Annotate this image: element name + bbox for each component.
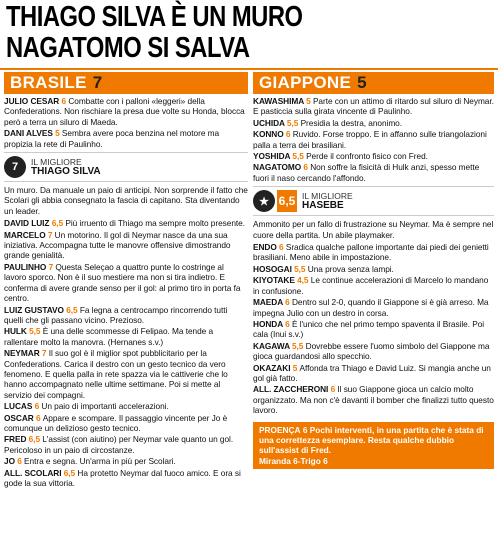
player-name: OSCAR xyxy=(4,412,34,423)
player-score: 5,5 xyxy=(289,340,306,351)
top-rule xyxy=(0,68,498,70)
best-player-badge-icon: 7 xyxy=(4,156,26,178)
player-rating xyxy=(4,326,248,347)
player-name: JO xyxy=(4,456,15,467)
player-score: 6 xyxy=(14,456,25,467)
player-rating xyxy=(4,401,248,411)
player-comment: Affonda tra Thiago e David Luiz. Si mangia anche un gol già fatto. xyxy=(253,362,491,383)
player-rating xyxy=(253,341,494,362)
player-score: 7 xyxy=(39,348,49,359)
player-rating xyxy=(253,162,494,183)
player-name: FRED xyxy=(4,434,27,445)
brazil-team-bar xyxy=(4,72,248,94)
player-name: HOSOGAI xyxy=(253,263,292,274)
brazil-best-player xyxy=(4,152,248,182)
player-rating xyxy=(253,297,494,318)
player-score: 6 xyxy=(32,401,42,412)
player-rating xyxy=(4,305,248,326)
player-name: HONDA xyxy=(253,318,283,329)
player-name: OKAZAKI xyxy=(253,362,291,373)
player-rating xyxy=(4,128,248,149)
player-score: 5 xyxy=(290,362,300,373)
player-rating xyxy=(4,96,248,127)
player-rating xyxy=(4,262,248,304)
best-player-score: 6,5 xyxy=(277,190,297,212)
player-rating xyxy=(4,413,248,434)
player-name: KAWASHIMA xyxy=(253,96,304,106)
player-rating xyxy=(253,118,494,128)
player-comment: È una delle scommesse di Felipao. Ma tende a rallentare molto la manovra. (Hernanes s.v.) xyxy=(4,326,214,347)
player-rating xyxy=(253,96,494,117)
player-comment: Parte con un attimo di ritardo sul siluro di Neymar. E pasticcia sulla girata vincente di Paulinho. xyxy=(253,96,494,117)
player-comment: Sembra avere poca benzina nel motore ma propizia la rete di Paulinho. xyxy=(4,128,220,149)
best-player-name: THIAGO SILVA xyxy=(31,166,101,178)
player-name: KONNO xyxy=(253,129,284,140)
player-name: ALL. SCOLARI xyxy=(4,467,62,478)
player-name: ENDO xyxy=(253,242,277,253)
japan-column xyxy=(253,72,494,469)
brazil-ratings-list xyxy=(4,218,248,488)
player-score: 6,5 xyxy=(61,467,78,478)
headline xyxy=(6,2,405,64)
japan-team-name: GIAPPONE xyxy=(259,73,352,92)
player-name: NAGATOMO xyxy=(253,162,302,173)
player-score: 5 xyxy=(303,96,313,106)
player-rating xyxy=(253,151,494,161)
player-comment: Dentro sul 2-0, quando il Giappone si è già arreso. Ma impegna Julio con un destro in corsa. xyxy=(253,297,489,318)
player-comment: Presidia la destra, anonimo. xyxy=(300,117,403,128)
player-comment: Questa Seleçao a quattro punte lo costringe al lavoro sporco. Non è il suo mestiere ma non si tira indietro. E conferma di avere grande senso per il gol: al primo tiro in porta fa centro. xyxy=(4,261,241,304)
player-score: 6 xyxy=(59,96,69,106)
player-name: MAEDA xyxy=(253,297,283,308)
japan-team-score: 5 xyxy=(357,73,367,92)
player-comment: Più irruento di Thiago ma sempre molto presente. xyxy=(65,218,245,229)
player-rating xyxy=(4,456,248,466)
brazil-column xyxy=(4,72,248,489)
player-rating xyxy=(4,218,248,228)
best-player-badge-icon: ★ xyxy=(253,190,275,212)
player-rating xyxy=(4,230,248,261)
referee-assistants: Miranda 6-Trigo 6 xyxy=(259,455,328,466)
player-comment: Ruvido. Forse troppo. E in affanno sulle triangolazioni palla a terra dei brasiliani. xyxy=(253,129,487,150)
player-rating xyxy=(4,348,248,400)
player-rating xyxy=(253,319,494,340)
player-score: 5 xyxy=(52,128,62,139)
player-score: 6 xyxy=(283,129,293,140)
player-score: 6,5 xyxy=(63,304,80,315)
player-comment: Dovrebbe essere l'uomo simbolo del Giappone ma gioca guardandosi allo specchio. xyxy=(253,340,490,362)
player-comment: Combatte con i palloni «leggeri» della Confederations. Non rischiare la presa due volte su Honda, blocca però a terra un siluro di Maeda. xyxy=(4,96,245,127)
player-name: MARCELO xyxy=(4,229,46,240)
player-score: 7 xyxy=(45,229,55,240)
player-name: HULK xyxy=(4,326,27,337)
player-score: 6,5 xyxy=(49,218,66,229)
headline-line-2: NAGATOMO SI SALVA xyxy=(6,32,250,64)
player-comment: L'assist (con aiutino) per Neymar vale quanto un gol. Pericoloso in un paio di circostanze. xyxy=(4,434,234,455)
player-name: UCHIDA xyxy=(253,117,285,128)
brazil-top-ratings xyxy=(4,96,248,149)
player-rating xyxy=(253,363,494,384)
player-score: 5,5 xyxy=(290,151,307,162)
referee-box xyxy=(253,422,494,470)
referee-score: 6 xyxy=(302,424,308,435)
player-comment: Fa legna a centrocampo rincorrendo tutti quelli che gli passano vicino. Prezioso. xyxy=(4,304,228,325)
player-score: 6 xyxy=(282,297,292,308)
best-player-label: IL MIGLIORE xyxy=(31,157,82,168)
player-name: JULIO CESAR xyxy=(4,96,60,106)
best-player-label: IL MIGLIORE xyxy=(302,191,353,202)
player-name: ALL. ZACCHERONI xyxy=(253,384,329,395)
player-score: 5,5 xyxy=(26,326,43,337)
referee-text: Pochi interventi, in una partita che è stata di una correttezza esemplare. Resta qualche dubbio sull'assist di Fred. xyxy=(259,424,484,456)
player-name: LUIZ GUSTAVO xyxy=(4,304,64,315)
player-rating xyxy=(4,434,248,455)
player-score: 5,5 xyxy=(284,117,301,128)
player-comment: Ha protetto Neymar dal fuoco amico. E ora si gode la sua vittoria. xyxy=(4,467,241,488)
japan-ratings-list xyxy=(253,242,494,416)
player-rating xyxy=(253,384,494,415)
brazil-best-text: Un muro. Da manuale un paio di anticipi. Non sorprende il fatto che Scolari gli abbia consegnato la fascia di capitano. Sta diventando un leader. xyxy=(4,185,248,216)
player-score: 6,5 xyxy=(26,434,43,445)
best-player-name: HASEBE xyxy=(302,200,344,212)
headline-line-1: THIAGO SILVA È UN MURO xyxy=(6,1,303,33)
player-score: 6 xyxy=(301,162,311,173)
brazil-team-name: BRASILE xyxy=(10,73,87,92)
player-comment: Un motorino. Il gol di Neymar nasce da una sua iniziativa. Accompagna tutte le manovre offensive dimostrando grande genialità. xyxy=(4,229,231,261)
player-score: 7 xyxy=(46,261,56,272)
player-name: YOSHIDA xyxy=(253,151,291,162)
player-comment: Appare e scompare. Il passaggio vincente per Jo è comunque un delizioso gesto tecnico. xyxy=(4,412,228,433)
player-rating xyxy=(253,129,494,150)
player-comment: Non soffre la fisicità di Hulk anzi, spesso mette fuori il naso cercando l'affondo. xyxy=(253,162,480,183)
player-comment: Il suo gol è il miglior spot pubblicitario per la Confederations. Carica il destro con un gesto tecnico da vero fenomeno. E quella palla in rete spazza via le cattiverie che lo hanno accompagnato nelle ultime settimane. Poi si mette al servizio dei compagni. xyxy=(4,348,228,400)
player-comment: È l'unico che nel primo tempo spaventa il Brasile. Poi cala (Inui s.v.) xyxy=(253,318,485,340)
player-comment: Entra e segna. Un'arma in più per Scolari. xyxy=(24,456,176,467)
japan-best-player xyxy=(253,186,494,216)
player-score: 6 xyxy=(328,384,338,395)
player-name: KIYOTAKE xyxy=(253,275,295,286)
japan-top-ratings xyxy=(253,96,494,183)
player-comment: Il suo Giappone gioca un calcio molto organizzato. Ma non c'è davanti il bomber che finalizzi tutto questo lavoro. xyxy=(253,384,494,416)
player-score: 6 xyxy=(282,318,292,329)
brazil-team-score: 7 xyxy=(92,73,103,92)
player-rating xyxy=(253,242,494,263)
player-rating xyxy=(4,468,248,489)
player-comment: Un paio di importanti accelerazioni. xyxy=(41,401,169,412)
player-comment: Una prova senza lampi. xyxy=(307,263,394,274)
player-comment: Le continue accelerazioni di Marcelo lo mandano in confusione. xyxy=(253,275,489,296)
player-score: 4,5 xyxy=(294,275,311,286)
player-score: 6 xyxy=(276,242,286,253)
player-name: NEYMAR xyxy=(4,348,40,359)
referee-name: PROENÇA xyxy=(259,424,301,435)
player-comment: Perde il confronto fisico con Fred. xyxy=(306,151,428,162)
player-rating xyxy=(253,275,494,296)
player-name: KAGAWA xyxy=(253,340,290,351)
player-score: 5,5 xyxy=(291,263,308,274)
player-name: DANI ALVES xyxy=(4,128,53,139)
japan-team-bar xyxy=(253,72,494,94)
player-comment: Sradica qualche pallone importante dai piedi dei genietti brasiliani. Meno abile in impostazione. xyxy=(253,242,489,263)
player-name: DAVID LUIZ xyxy=(4,218,50,229)
player-rating xyxy=(253,264,494,274)
player-name: LUCAS xyxy=(4,401,33,412)
player-name: PAULINHO xyxy=(4,261,47,272)
player-score: 6 xyxy=(33,412,43,423)
japan-best-text: Ammonito per un fallo di frustrazione su Neymar. Ma è sempre nel cuore della partita. Un abile playmaker. xyxy=(253,219,494,240)
